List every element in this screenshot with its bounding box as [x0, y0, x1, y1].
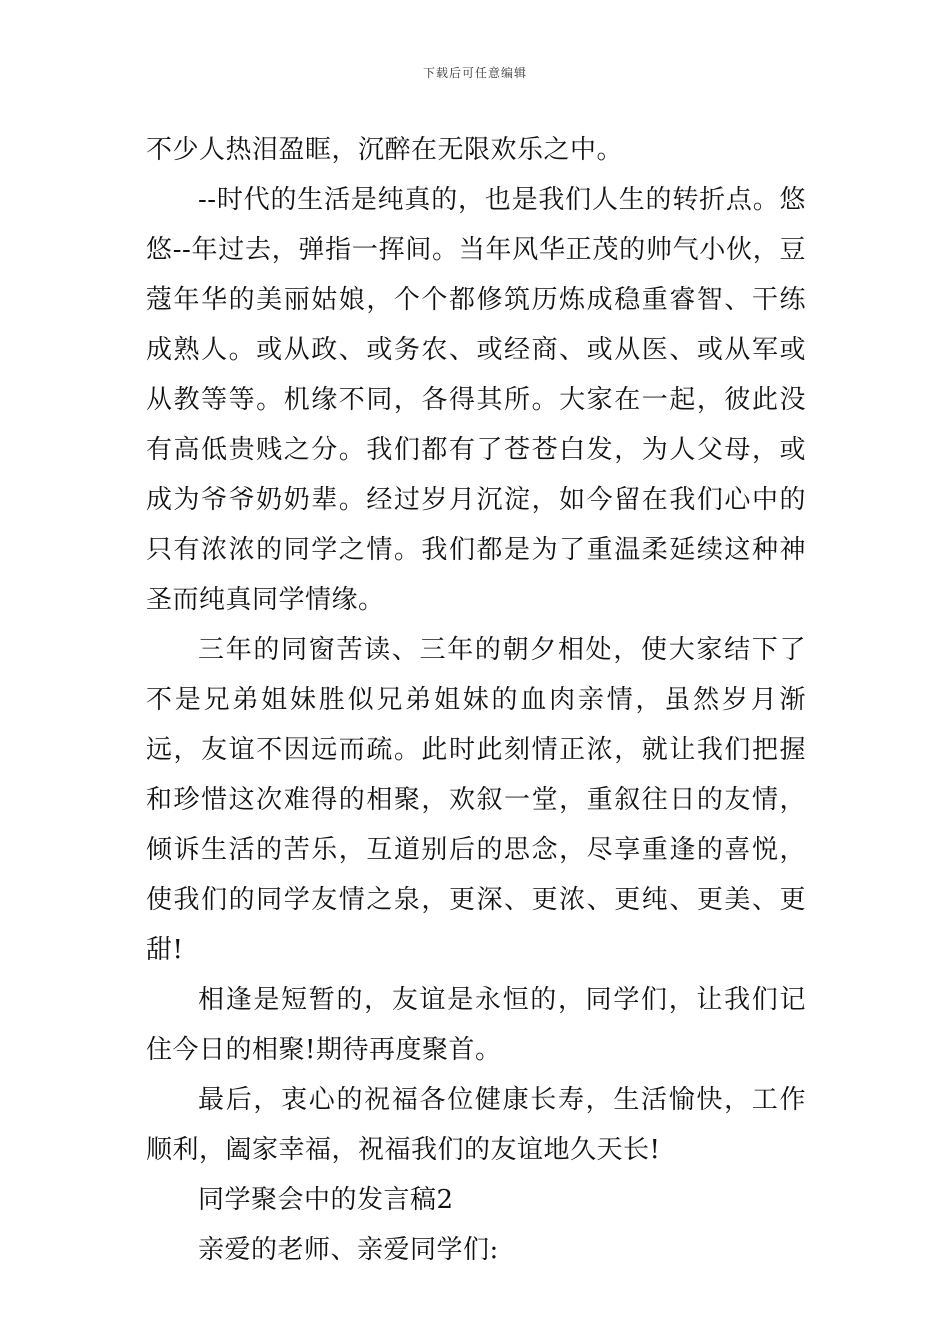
section-title: 同学聚会中的发言稿2 — [198, 1185, 454, 1215]
paragraph-3: 三年的同窗苦读、三年的朝夕相处，使大家结下了不是兄弟姐妹胜似兄弟姐妹的血肉亲情，虽然岁月渐远，友谊不因远而疏。此时此刻情正浓，就让我们把握和珍惜这次难得的相聚，欢叙一堂，重叙往日的友情，倾诉生活的苦乐，互道别后的思念，尽享重逢的喜悦，使我们的同学友情之泉，更深、更浓、更纯、更美、更甜! — [146, 635, 806, 965]
paragraph-1: 不少人热泪盈眶，沉醉在无限欢乐之中。 — [146, 135, 624, 165]
paragraph-4: 相逢是短暂的，友谊是永恒的，同学们，让我们记住今日的相聚!期待再度聚首。 — [146, 985, 806, 1065]
paragraph-2: --时代的生活是纯真的，也是我们人生的转折点。悠悠--年过去，弹指一挥间。当年风华正茂的帅气小伙，豆蔻年华的美丽姑娘，个个都修筑历炼成稳重睿智、干练成熟人。或从政、或务农、或经商、或从医、或从军或从教等等。机缘不同，各得其所。大家在一起，彼此没有高低贵贱之分。我们都有了苍苍白发，为人父母，或成为爷爷奶奶辈。经过岁月沉淀，如今留在我们心中的只有浓浓的同学之情。我们都是为了重温柔延续这种神圣而纯真同学情缘。 — [146, 185, 806, 615]
paragraph-5: 最后，衷心的祝福各位健康长寿，生活愉快，工作顺利，阖家幸福，祝福我们的友谊地久天长! — [146, 1085, 806, 1165]
salutation: 亲爱的老师、亲爱同学们: — [198, 1235, 499, 1265]
page-header: 下载后可任意编辑 — [422, 66, 527, 80]
document-body — [146, 125, 806, 1275]
